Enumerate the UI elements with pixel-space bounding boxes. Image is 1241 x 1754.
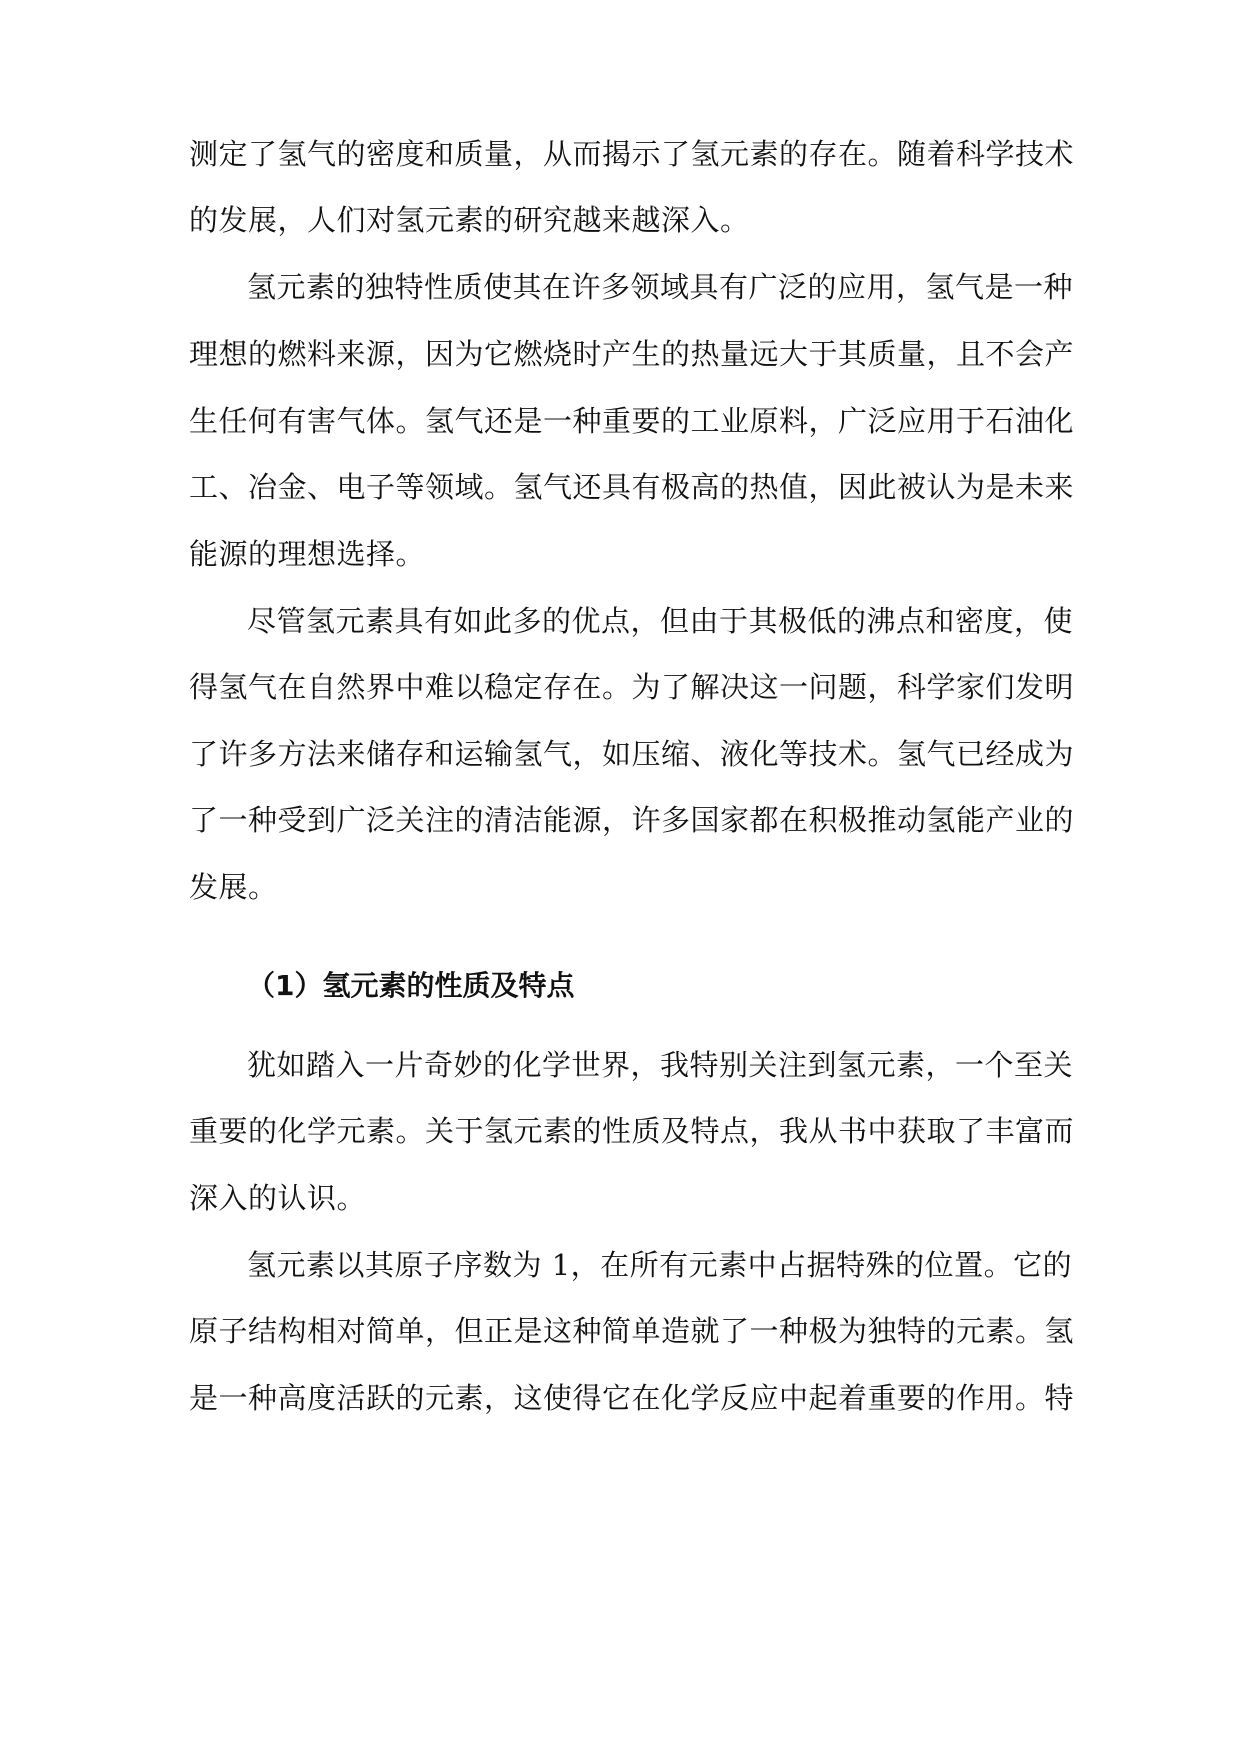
paragraph-4-line-2: 重要的化学元素。关于氢元素的性质及特点，我从书中获取了丰富而 [189,1114,1075,1148]
paragraph-3-line-5: 发展。 [189,870,278,904]
paragraph-1-line-1: 测定了氢气的密度和质量，从而揭示了氢元素的存在。随着科学技术 [189,137,1075,171]
paragraph-5-line-2: 原子结构相对简单，但正是这种简单造就了一种极为独特的元素。氢 [189,1314,1075,1348]
paragraph-3-line-3: 了许多方法来储存和运输氢气，如压缩、液化等技术。氢气已经成为 [189,737,1075,771]
paragraph-3-line-2: 得氢气在自然界中难以稳定存在。为了解决这一问题，科学家们发明 [189,670,1075,704]
paragraph-2-line-2: 理想的燃料来源，因为它燃烧时产生的热量远大于其质量，且不会产 [189,337,1075,371]
paragraph-2-line-5: 能源的理想选择。 [189,537,426,571]
paragraph-3-line-1: 尽管氢元素具有如此多的优点，但由于其极低的沸点和密度，使 [247,604,1074,638]
section-heading: （1）氢元素的性质及特点 [247,969,575,1002]
paragraph-2-line-3: 生任何有害气体。氢气还是一种重要的工业原料，广泛应用于石油化 [189,404,1075,438]
paragraph-4-line-3: 深入的认识。 [189,1181,367,1215]
paragraph-2-line-4: 工、冶金、电子等领域。氢气还具有极高的热值，因此被认为是未来 [189,470,1075,504]
paragraph-5-line-1: 氢元素以其原子序数为 1，在所有元素中占据特殊的位置。它的 [247,1248,1073,1282]
paragraph-5-line-3: 是一种高度活跃的元素，这使得它在化学反应中起着重要的作用。特 [189,1381,1075,1415]
paragraph-2-line-1: 氢元素的独特性质使其在许多领域具有广泛的应用，氢气是一种 [247,270,1074,304]
paragraph-1-line-2: 的发展，人们对氢元素的研究越来越深入。 [189,203,750,237]
paragraph-3-line-4: 了一种受到广泛关注的清洁能源，许多国家都在积极推动氢能产业的 [189,803,1075,837]
paragraph-4-line-1: 犹如踏入一片奇妙的化学世界，我特别关注到氢元素，一个至关 [247,1048,1074,1082]
